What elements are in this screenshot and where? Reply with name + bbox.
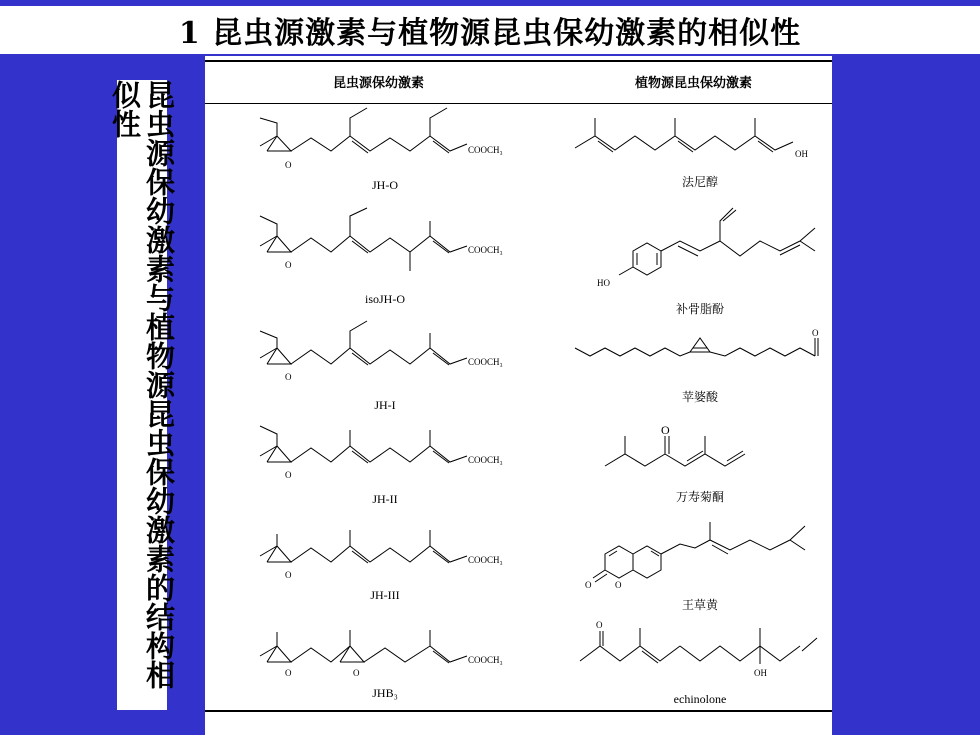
header-plant-jh: 植物源昆虫保幼激素 [635,76,753,91]
caption-jh-i: JH-I [374,398,396,412]
label-echinolone-o: O [596,620,603,630]
caption-echinolone: echinolone [673,692,727,706]
label-ester-5: COOCH₃ [468,555,503,565]
structure-sterculic-acid [575,338,818,356]
label-epoxide-4: O [285,470,292,480]
structure-jh-iii [260,530,467,563]
label-epoxide-2: O [285,260,292,270]
side-label-text: 昆虫源保幼激素与植物源昆虫保幼激素的结构相似性 [108,80,176,689]
label-epoxide-5: O [285,570,292,580]
label-farnesol-oh: OH [795,149,808,159]
label-ketone-o: O [661,423,670,437]
structure-bakuchiol [619,208,815,275]
structures-drawing [205,56,832,735]
title-bar [0,6,980,54]
label-epoxide-1: O [285,160,292,170]
caption-jh-ii: JH-II [372,492,398,506]
label-ester-6: COOCH₃ [468,655,503,665]
label-ester-1: COOCH₃ [468,145,503,155]
structure-farnesol [575,118,793,152]
label-ester-3: COOCH₃ [468,357,503,367]
structure-jh-ii [260,426,467,463]
label-ester-2: COOCH₃ [468,245,503,255]
caption-farnesol: 法尼醇 [681,175,718,189]
structure-coumarin [593,522,805,582]
structure-table [205,56,832,735]
structure-jh-i [260,321,467,365]
structure-tagetone [605,436,745,466]
header-insect-jh: 昆虫源保幼激素 [333,76,425,91]
label-phenol-ho: HO [597,278,610,288]
structure-jh-0 [260,108,467,153]
label-coumarin-o1: O [585,580,592,590]
label-epoxide-7: O [353,668,360,678]
structure-echinolone [580,628,817,664]
caption-jh-iii: JH-III [370,588,400,602]
caption-sterculic-acid: 苹婆酸 [681,390,718,404]
caption-jhb3: JHB₃ [372,686,398,700]
side-label-box [108,80,176,710]
label-echinolone-oh: OH [754,668,767,678]
label-ester-4: COOCH₃ [468,455,503,465]
caption-isojh-0: isoJH-O [364,292,405,306]
label-acid-o: O [812,328,819,338]
label-coumarin-o2: O [615,580,622,590]
slide-title: 1 昆虫源激素与植物源昆虫保幼激素的相似性 [178,16,802,51]
label-epoxide-3: O [285,372,292,382]
caption-coumarin: 王草黄 [681,598,718,612]
caption-bakuchiol: 补骨脂酚 [675,302,724,316]
caption-jh-0: JH-O [372,178,398,192]
caption-tagetone: 万寿菊酮 [675,490,724,504]
label-epoxide-6: O [285,668,292,678]
structure-jhb3 [260,630,467,663]
